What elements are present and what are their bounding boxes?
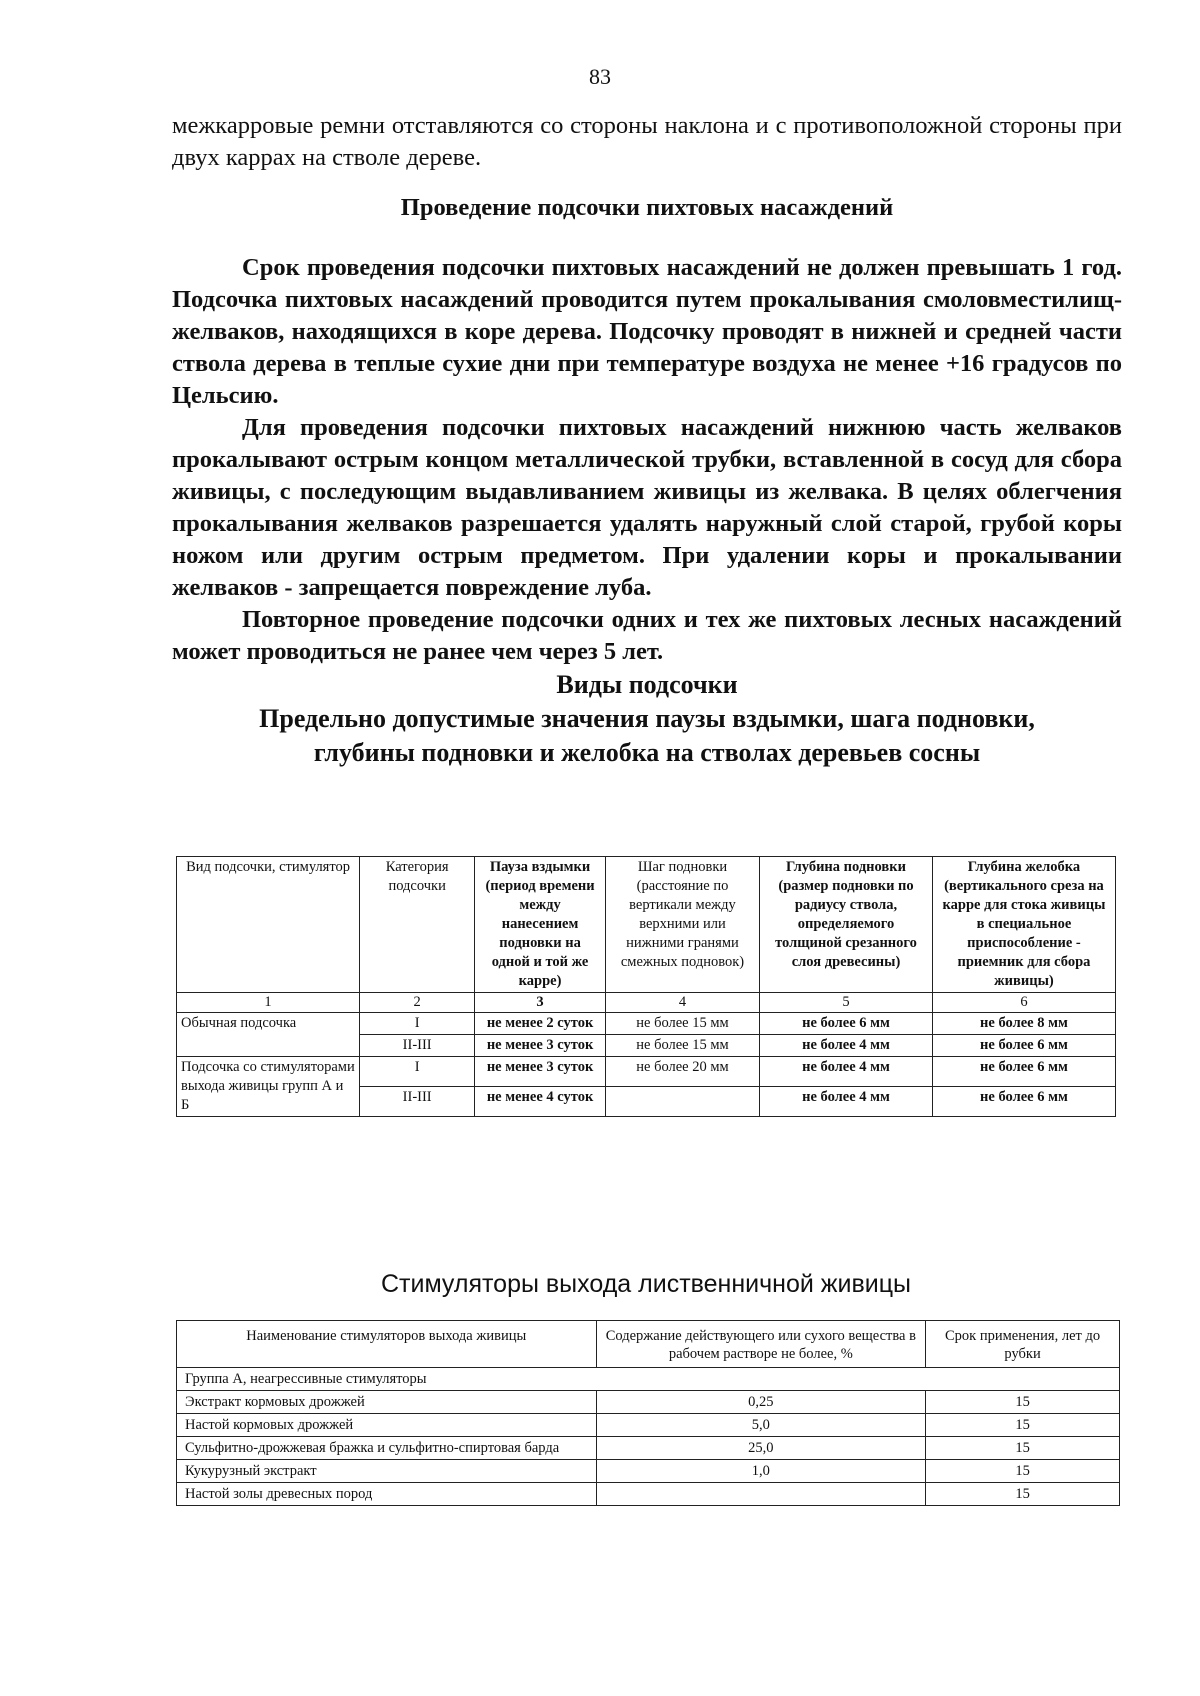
category-cell: II-III bbox=[360, 1035, 475, 1057]
table-row bbox=[177, 1460, 1120, 1483]
fir-paragraph-3: Повторное проведение подсочки одних и тех же пихтовых лесных насаждений может проводиться не ранее чем через 5 лет. bbox=[172, 606, 1122, 665]
header-depth: Глубина подновки (размер подновки по радиусу ствола, определяемого толщиной срезанного слоя древесины) bbox=[760, 857, 933, 993]
header-term: Срок применения, лет до рубки bbox=[926, 1321, 1120, 1368]
pause-cell: не менее 2 суток bbox=[475, 1013, 606, 1035]
column-number-row bbox=[177, 993, 1116, 1013]
type-cell: Подсочка со стимуляторами выхода живицы групп А и Б bbox=[177, 1057, 360, 1117]
fir-paragraph-2: Для проведения подсочки пихтовых насаждений нижнюю часть желваков прокалывают острым концом металлической трубки, вставленной в сосуд для сбора живицы, с последующим выдавливанием живицы из желвака. В целях облегчения прокалывания желваков разрешается удалять наружный слой старой, грубой коры ножом или другим острым предметом. При удалении коры и прокалывании желваков - запрещается повреждение луба. bbox=[172, 414, 1122, 601]
groove-cell: не более 6 мм bbox=[932, 1087, 1115, 1117]
tapping-types-subtitle-2: глубины подновки и желобка на стволах деревьев сосны bbox=[313, 738, 981, 767]
stimulator-name: Настой кормовых дрожжей bbox=[177, 1414, 597, 1437]
header-groove: Глубина желобка (вертикального среза на карре для стока живицы в специальное приспособление - приемник для сбора живицы) bbox=[932, 857, 1115, 993]
header-step: Шаг подновки (расстояние по вертикали между верхними или нижними гранями смежных подновок) bbox=[605, 857, 759, 993]
table-row bbox=[177, 1437, 1120, 1460]
col-number: 3 bbox=[475, 993, 606, 1013]
stimulator-name: Настой золы древесных пород bbox=[177, 1483, 597, 1506]
category-cell: I bbox=[360, 1013, 475, 1035]
header-pause: Пауза вздымки (период времени между нанесением подновки на одной и той же карре) bbox=[475, 857, 606, 993]
stimulator-name: Кукурузный экстракт bbox=[177, 1460, 597, 1483]
stimulator-term: 15 bbox=[926, 1483, 1120, 1506]
step-cell: не более 15 мм bbox=[605, 1013, 759, 1035]
category-cell: II-III bbox=[360, 1087, 475, 1117]
step-cell: не более 15 мм bbox=[605, 1035, 759, 1057]
step-cell: не более 20 мм bbox=[605, 1057, 759, 1087]
table-row bbox=[177, 1414, 1120, 1437]
col-number: 1 bbox=[177, 993, 360, 1013]
groove-cell: не более 8 мм bbox=[932, 1013, 1115, 1035]
page-number: 83 bbox=[589, 64, 611, 89]
depth-cell: не более 4 мм bbox=[760, 1087, 933, 1117]
group-row bbox=[177, 1368, 1120, 1391]
header-content: Содержание действующего или сухого вещества в рабочем растворе не более, % bbox=[596, 1321, 926, 1368]
tapping-types-title: Виды подсочки bbox=[556, 670, 738, 699]
header-type: Вид подсочки, стимулятор bbox=[177, 857, 360, 993]
fir-paragraph-1: Срок проведения подсочки пихтовых насаждений не должен превышать 1 год. Подсочка пихтовых насаждений проводится путем прокалывания смоловместилищ-желваков, находящихся в коре дерева. Подсочку проводят в нижней и средней части ствола дерева в теплые сухие дни при температуре воздуха не менее +16 градусов по Цельсию. bbox=[172, 254, 1122, 409]
col-number: 5 bbox=[760, 993, 933, 1013]
tapping-types-subtitle-1: Предельно допустимые значения паузы вздымки, шага подновки, bbox=[259, 704, 1035, 733]
pause-cell: не менее 4 суток bbox=[475, 1087, 606, 1117]
header-category: Категория подсочки bbox=[360, 857, 475, 993]
stimulator-content: 5,0 bbox=[596, 1414, 926, 1437]
pause-cell: не менее 3 суток bbox=[475, 1057, 606, 1087]
stimulator-content bbox=[596, 1483, 926, 1506]
col-number: 4 bbox=[605, 993, 759, 1013]
section-title-fir: Проведение подсочки пихтовых насаждений bbox=[400, 194, 894, 221]
depth-cell: не более 4 мм bbox=[760, 1057, 933, 1087]
type-cell: Обычная подсочка bbox=[177, 1013, 360, 1057]
col-number: 6 bbox=[932, 993, 1115, 1013]
stimulator-term: 15 bbox=[926, 1460, 1120, 1483]
larch-stimulators-title: Стимуляторы выхода лиственничной живицы bbox=[380, 1270, 912, 1298]
header-stimulator-name: Наименование стимуляторов выхода живицы bbox=[177, 1321, 597, 1368]
table-header-row bbox=[177, 857, 1116, 993]
groove-cell: не более 6 мм bbox=[932, 1057, 1115, 1087]
table-row bbox=[177, 1483, 1120, 1506]
depth-cell: не более 4 мм bbox=[760, 1035, 933, 1057]
col-number: 2 bbox=[360, 993, 475, 1013]
table-row bbox=[177, 1391, 1120, 1414]
intro-paragraph bbox=[172, 110, 1122, 174]
stimulator-term: 15 bbox=[926, 1437, 1120, 1460]
stimulator-name: Сульфитно-дрожжевая бражка и сульфитно-спиртовая барда bbox=[177, 1437, 597, 1460]
larch-stimulators-table bbox=[176, 1320, 1120, 1506]
step-cell bbox=[605, 1087, 759, 1117]
stimulator-name: Экстракт кормовых дрожжей bbox=[177, 1391, 597, 1414]
pine-tapping-limits-table bbox=[176, 856, 1116, 1117]
table-row bbox=[177, 1057, 1116, 1087]
table-header-row bbox=[177, 1321, 1120, 1368]
fir-section-body bbox=[172, 252, 1122, 668]
group-label: Группа А, неагрессивные стимуляторы bbox=[177, 1368, 1120, 1391]
stimulator-term: 15 bbox=[926, 1391, 1120, 1414]
stimulator-term: 15 bbox=[926, 1414, 1120, 1437]
stimulator-content: 1,0 bbox=[596, 1460, 926, 1483]
stimulator-content: 0,25 bbox=[596, 1391, 926, 1414]
tapping-types-heading bbox=[172, 668, 1122, 770]
category-cell: I bbox=[360, 1057, 475, 1087]
intro-text: межкарровые ремни отставляются со стороны наклона и с противоположной стороны при двух каррах на стволе дереве. bbox=[172, 112, 1122, 171]
pause-cell: не менее 3 суток bbox=[475, 1035, 606, 1057]
depth-cell: не более 6 мм bbox=[760, 1013, 933, 1035]
stimulator-content: 25,0 bbox=[596, 1437, 926, 1460]
table-row bbox=[177, 1013, 1116, 1035]
groove-cell: не более 6 мм bbox=[932, 1035, 1115, 1057]
